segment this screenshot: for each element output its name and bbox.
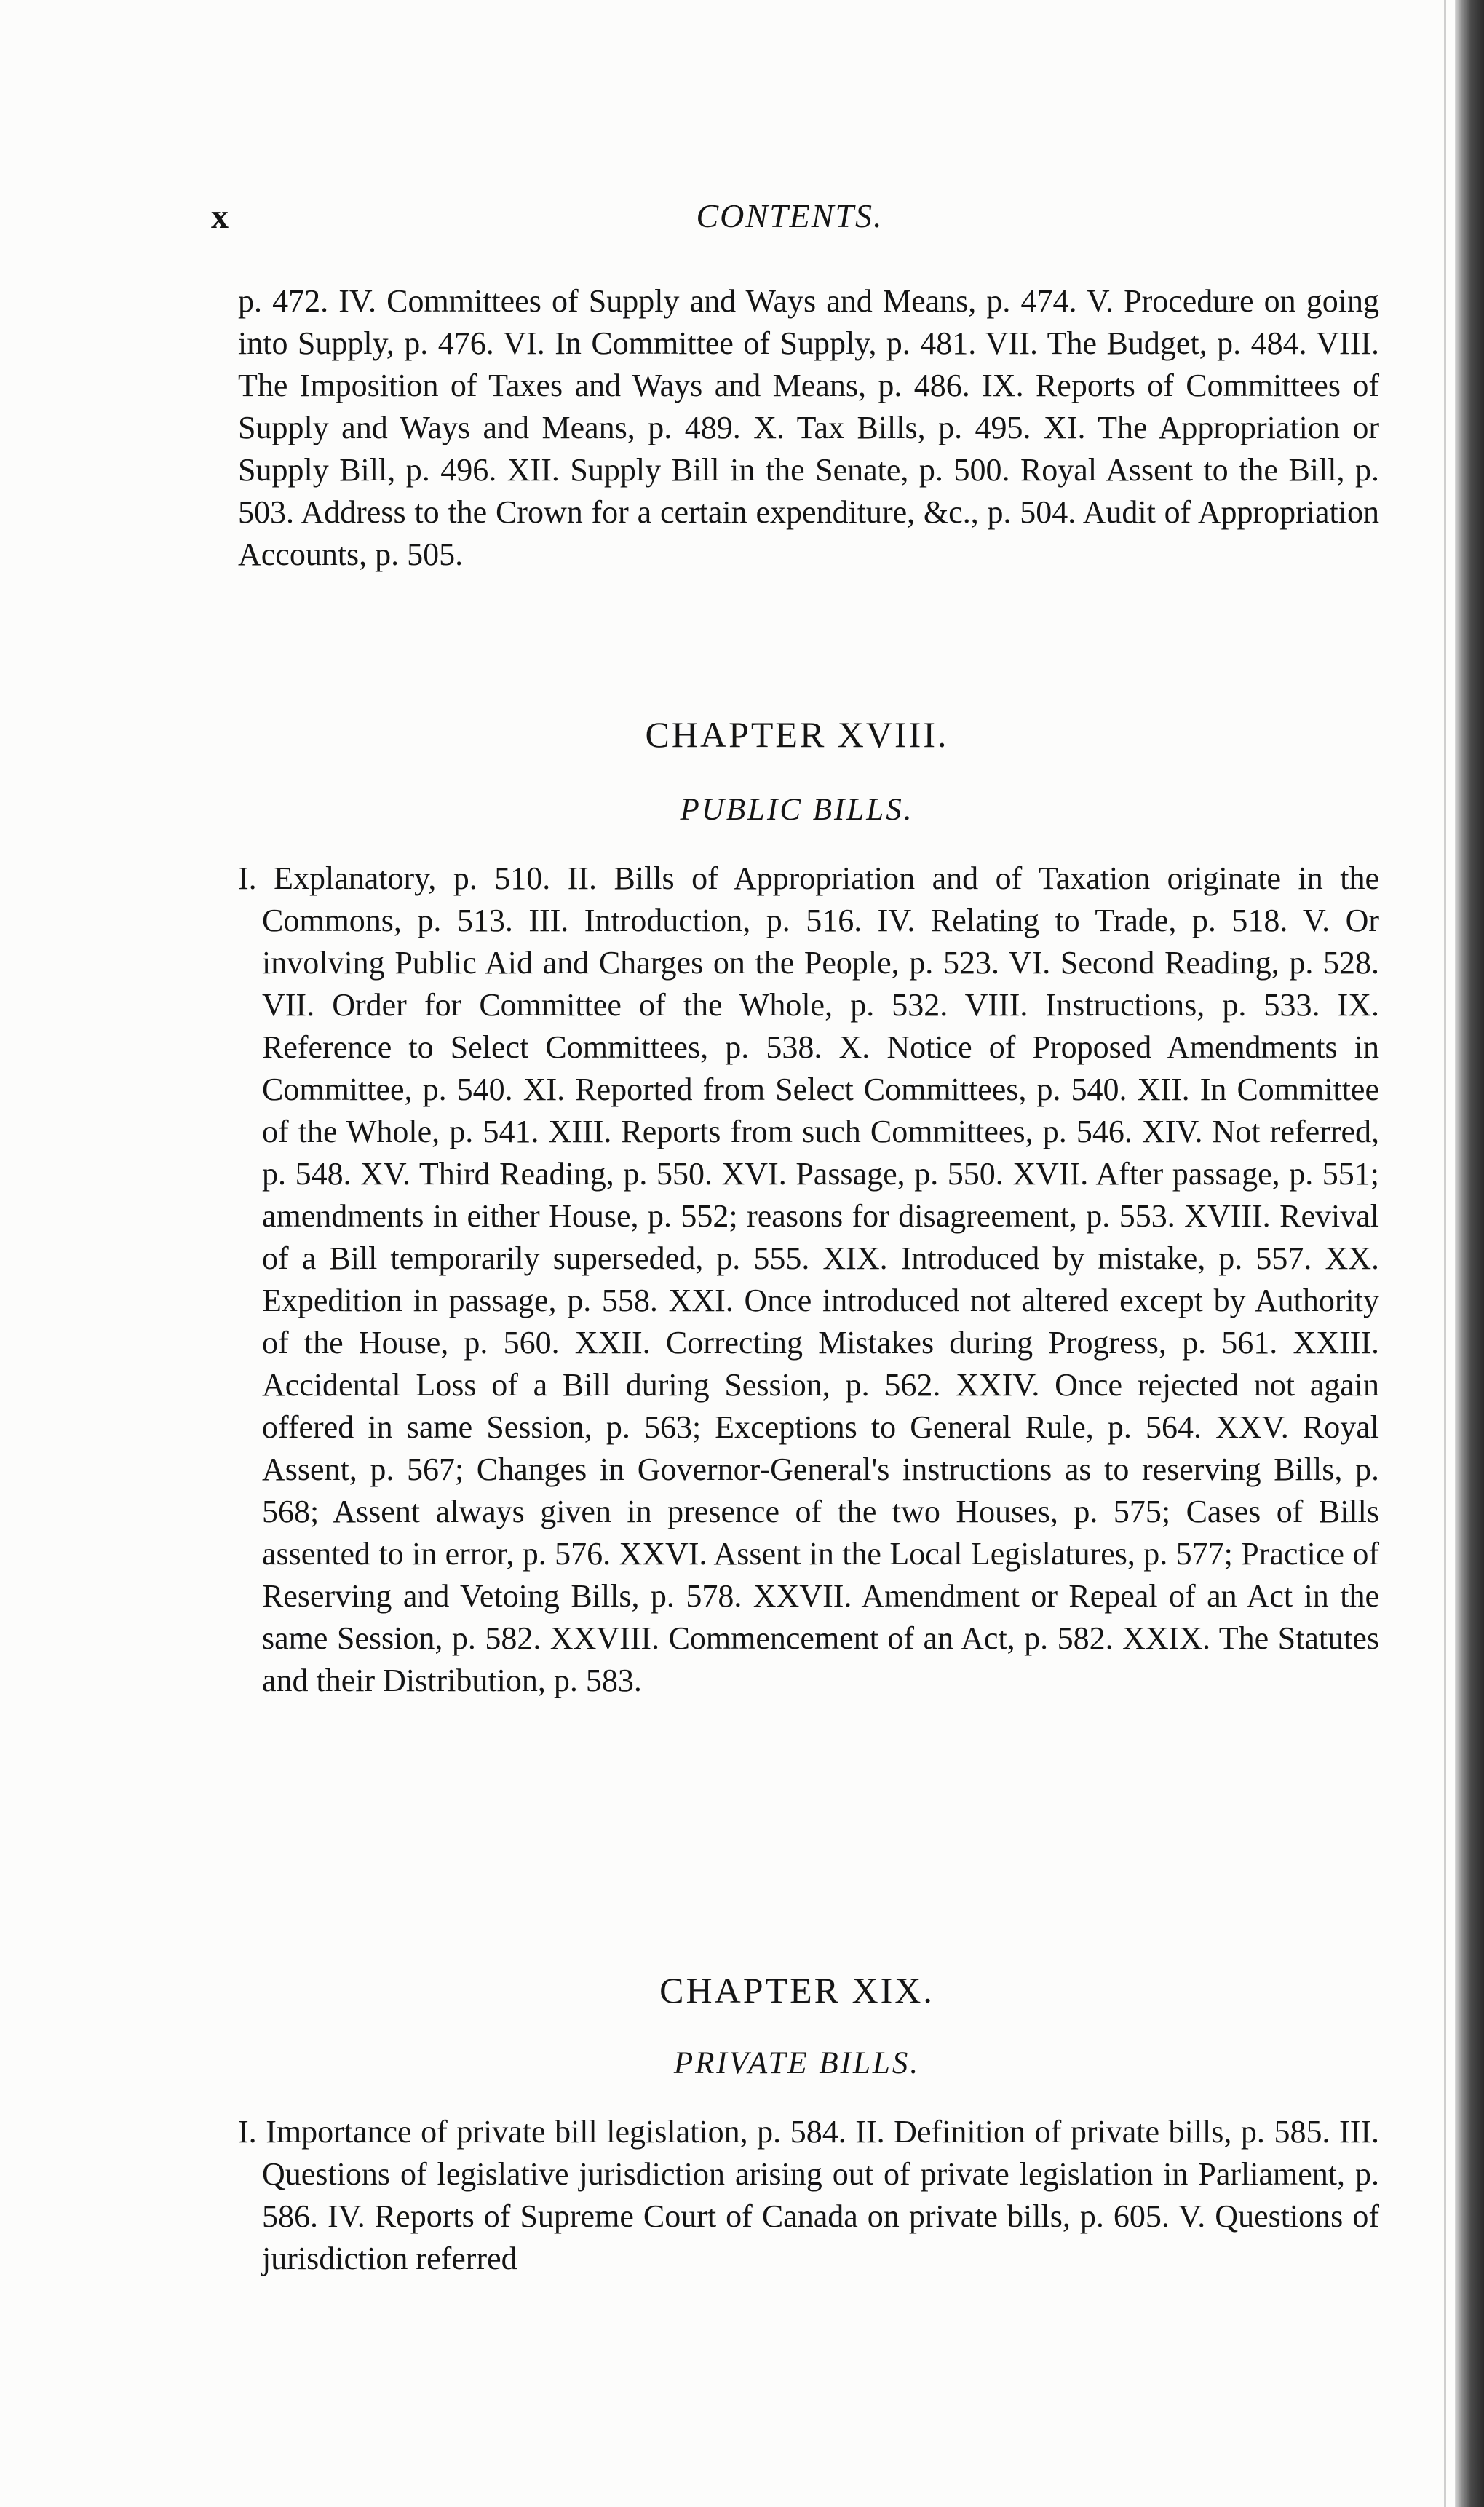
- chapter-subtitle-xix: PRIVATE BILLS.: [673, 2046, 921, 2080]
- chapter-heading-xviii: CHAPTER XVIII.: [645, 714, 949, 755]
- chapter-xviii-paragraph: I. Explanatory, p. 510. II. Bills of Appropriation and of Taxation originate in the Commons, p. 513. III. Introduction, p. 516. IV. Relating to Trade, p. 518. V. Or involving Public Aid and Charges on the People, p. 523. VI. Second Reading, p. 528. VII. Order for Committee of the Whole, p. 532. VIII. Instructions, p. 533. IX. Reference to Select Committees, p. 538. X. Notice of Proposed Amendments in Committee, p. 540. XI. Reported from Select Committees, p. 540. XII. In Committee of the Whole, p. 541. XIII. Reports from such Committees, p. 546. XIV. Not referred, p. 548. XV. Third Reading, p. 550. XVI. Passage, p. 550. XVII. After passage, p. 551; amendments in either House, p. 552; reasons for disagreement, p. 553. XVIII. Revival of a Bill temporarily superseded, p. 555. XIX. Introduced by mistake, p. 557. XX. Expedition in passage, p. 558. XXI. Once introduced not altered except by Authority of the House, p. 560. XXII. Correcting Mistakes during Progress, p. 561. XXIII. Accidental Loss of a Bill during Session, p. 562. XXIV. Once rejected not again offered in same Session, p. 563; Exceptions to General Rule, p. 564. XXV. Royal Assent, p. 567; Changes in Governor-General's instructions as to reserving Bills, p. 568; Assent always given in presence of the two Houses, p. 575; Cases of Bills assented to in error, p. 576. XXVI. Assent in the Local Legislatures, p. 577; Practice of Reserving and Vetoing Bills, p. 578. XXVII. Amendment or Repeal of an Act in the same Session, p. 582. XXVIII. Commencement of an Act, p. 582. XXIX. The Statutes and their Distribution, p. 583.: [238, 860, 1379, 1698]
- page-edge-line: [1444, 0, 1446, 2507]
- running-head-title: CONTENTS.: [696, 197, 884, 234]
- chapter-xix-paragraph: I. Importance of private bill legislation, p. 584. II. Definition of private bills, p. 585. III. Questions of legislative jurisdiction arising out of private legislation in Parliament, p. 586. IV. Reports of Supreme Court of Canada on private bills, p. 605. V. Questions of jurisdiction referred: [238, 2114, 1379, 2276]
- chapter-subtitle-xviii: PUBLIC BILLS.: [680, 793, 914, 827]
- page-folio: x: [211, 197, 230, 236]
- chapter-xix-contents: [238, 2111, 1379, 2280]
- continuation-paragraph: p. 472. IV. Committees of Supply and Ways and Means, p. 474. V. Procedure on going into Supply, p. 476. VI. In Committee of Supply, p. 481. VII. The Budget, p. 484. VIII. The Imposition of Taxes and Ways and Means, p. 486. IX. Reports of Committees of Supply and Ways and Means, p. 489. X. Tax Bills, p. 495. XI. The Appropriation or Supply Bill, p. 496. XII. Supply Bill in the Senate, p. 500. Royal Assent to the Bill, p. 503. Address to the Crown for a certain expenditure, &c., p. 504. Audit of Appropriation Accounts, p. 505.: [238, 283, 1379, 572]
- chapter-heading-xix: CHAPTER XIX.: [659, 1970, 935, 2011]
- chapter-xviii-contents: [238, 858, 1379, 1702]
- page-edge-shadow: [1455, 0, 1484, 2507]
- running-head: [211, 197, 1368, 247]
- continuation-block: [238, 280, 1379, 576]
